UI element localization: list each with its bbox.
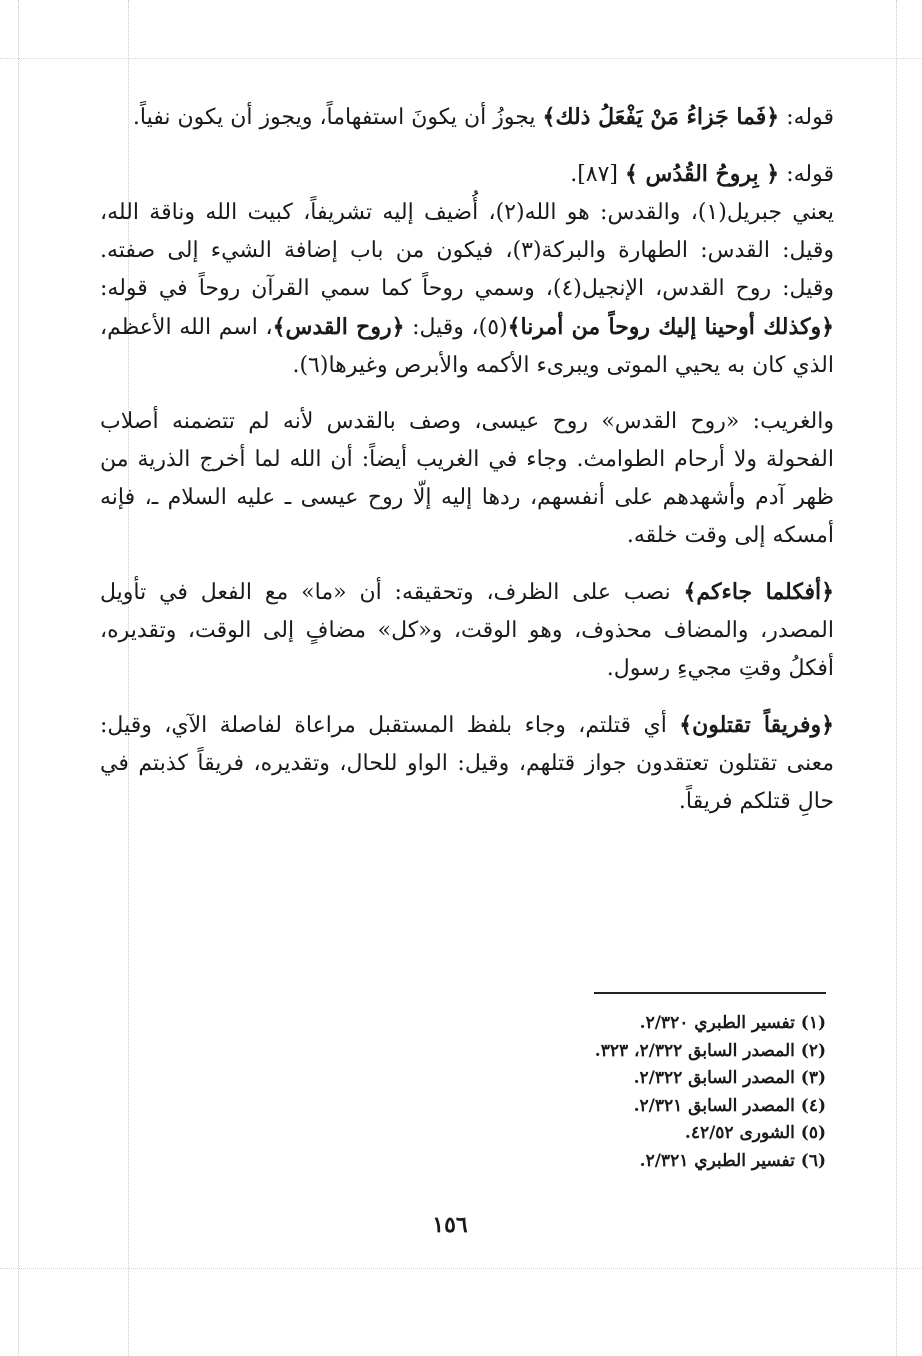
paragraph-text: ، اسم الله الأعظم، الذي كان به يحيي الموتى ويبرىء الأكمه والأبرص وغيرها(٦). bbox=[100, 315, 834, 378]
scan-guide-line bbox=[0, 58, 922, 59]
paragraph-3 bbox=[100, 194, 834, 385]
paragraph-text: يعني جبريل(١)، والقدس: هو الله(٢)، أُضيف إليه تشريفاً، كبيت الله وناقة الله، وقيل: القدس: الطهارة والبركة(٣)، فيكون من باب إضافة الشيء إلى صفته. وقيل: روح القدس، الإنجيل(٤)، وسمي روحاً كما سمي القرآن روحاً في قوله: bbox=[100, 200, 834, 301]
scan-guide-line bbox=[18, 0, 19, 1356]
quranic-quote: ﴿ بِروحُ القُدُس ﴾ bbox=[625, 161, 780, 187]
main-text bbox=[100, 98, 834, 839]
paragraph-5 bbox=[100, 573, 834, 688]
paragraph-text: قوله: bbox=[779, 105, 834, 130]
quranic-quote: ﴿وفريقاً تقتلون﴾ bbox=[679, 712, 834, 738]
footnote-item: (١) تفسير الطبري ٢/٣٢٠. bbox=[639, 1013, 826, 1033]
scan-guide-line bbox=[896, 0, 897, 1356]
scan-guide-line bbox=[0, 1268, 922, 1269]
paragraph-4 bbox=[100, 403, 834, 555]
footnote-item: (٥) الشورى ٤٢/٥٢. bbox=[684, 1123, 826, 1143]
page-number: ١٥٦ bbox=[432, 1212, 468, 1238]
footnote-divider bbox=[594, 992, 826, 994]
footnote-item: (٢) المصدر السابق ٢/٣٢٢، ٣٢٣. bbox=[594, 1040, 826, 1061]
paragraph-text: والغريب: «روح القدس» روح عيسى، وصف بالقدس لأنه لم تتضمنه أصلاب الفحولة ولا أرحام الطوامث. وجاء في الغريب أيضاً: أن الله لما أخرج الذرية من ظهر آدم وأشهدهم على أنفسهم، ردها إليه إلّا روح عيسى ـ عليه السلام ـ، فإنه أمسكه إلى وقت خلقه. bbox=[100, 409, 835, 548]
quranic-quote: ﴿وكذلك أوحينا إليك روحاً من أمرنا﴾ bbox=[507, 314, 834, 340]
footnote-item: (٣) المصدر السابق ٢/٣٢٢. bbox=[633, 1068, 826, 1088]
paragraph-text: نصب على الظرف، وتحقيقه: أن «ما» مع الفعل في تأويل المصدر، والمضاف محذوف، وهو الوقت، و«كل» مضافٍ إلى الوقت، وتقديره، أفكلُ وقتِ مجيءِ رسول. bbox=[100, 580, 834, 681]
paragraph-1 bbox=[100, 98, 834, 137]
paragraph-text: أي قتلتم، وجاء بلفظ المستقبل مراعاة لفاصلة الآي، وقيل: معنى تقتلون تعتقدون جواز قتلهم، وقيل: الواو للحال، وتقديره، فريقاً كذبتم في حالِ قتلكم فريقاً. bbox=[100, 713, 834, 814]
footnote-item: (٦) تفسير الطبري ٢/٣٢١. bbox=[639, 1150, 826, 1171]
paragraph-text: (٥)، وقيل: bbox=[404, 315, 508, 340]
paragraph-text: يجوزُ أن يكونَ استفهاماً، ويجوز أن يكون نفياً. bbox=[132, 105, 543, 130]
footnote-item: (٤) المصدر السابق ٢/٣٢١. bbox=[633, 1095, 826, 1116]
paragraph-2 bbox=[100, 155, 834, 194]
paragraph-text: [٨٧]. bbox=[570, 162, 625, 187]
quranic-quote: ﴿فَما جَزاءُ مَنْ يَفْعَلُ ذلك﴾ bbox=[542, 104, 780, 130]
quranic-quote: ﴿أفكلما جاءكم﴾ bbox=[683, 579, 835, 605]
paragraph-6 bbox=[100, 706, 834, 821]
footnotes bbox=[420, 1010, 826, 1175]
quranic-quote: ﴿روح القدس﴾ bbox=[272, 314, 405, 340]
paragraph-text: قوله: bbox=[779, 162, 834, 187]
